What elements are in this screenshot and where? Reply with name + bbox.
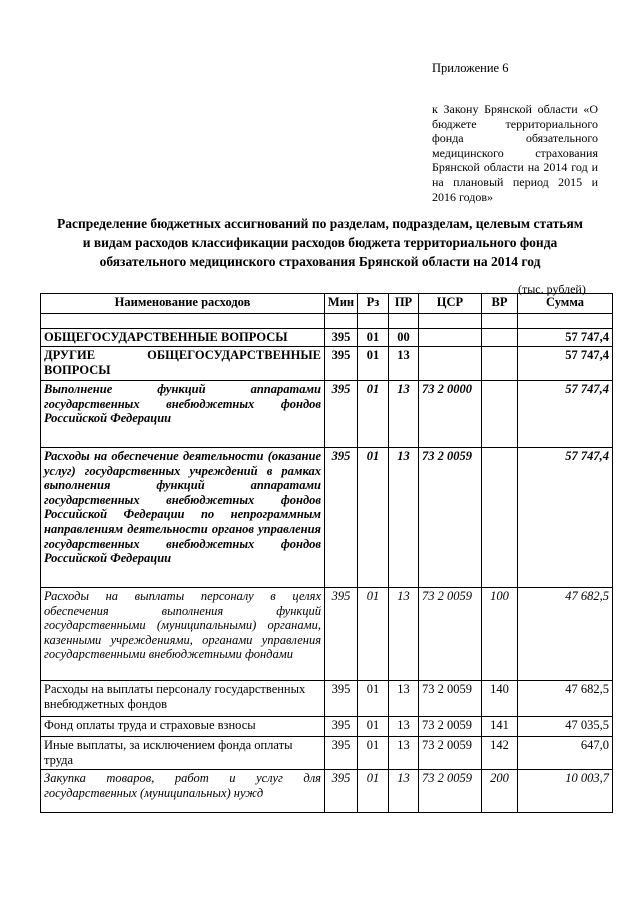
row-sum: 57 747,4: [518, 347, 613, 381]
row-sum: 10 003,7: [518, 770, 613, 813]
budget-table: [40, 293, 613, 813]
row-rz: 01: [358, 347, 389, 381]
row-name: ОБЩЕГОСУДАРСТВЕННЫЕ ВОПРОСЫ: [41, 329, 325, 347]
row-pr: 13: [389, 770, 419, 813]
row-csr: 73 2 0059: [419, 717, 482, 737]
header-pr: ПР: [389, 294, 419, 314]
row-pr: 13: [389, 681, 419, 717]
row-sum: 57 747,4: [518, 448, 613, 588]
row-pr: 00: [389, 329, 419, 347]
document-title: [40, 214, 600, 271]
row-rz: 01: [358, 448, 389, 588]
row-name: Фонд оплаты труда и страховые взносы: [41, 717, 325, 737]
table-row: [41, 681, 613, 717]
row-vr: 142: [482, 737, 518, 770]
header-name: Наименование расходов: [41, 294, 325, 314]
row-min: 395: [325, 681, 358, 717]
row-rz: 01: [358, 381, 389, 448]
row-csr: 73 2 0000: [419, 381, 482, 448]
row-vr: [482, 381, 518, 448]
table-row: [41, 448, 613, 588]
units-label: (тыс. рублей): [518, 282, 586, 296]
row-min: 395: [325, 717, 358, 737]
row-csr: 73 2 0059: [419, 681, 482, 717]
table-spacer-row: [41, 314, 613, 329]
table-row: [41, 770, 613, 813]
row-sum: 57 747,4: [518, 329, 613, 347]
row-min: 395: [325, 448, 358, 588]
row-min: 395: [325, 329, 358, 347]
table-row: [41, 588, 613, 681]
row-sum: 57 747,4: [518, 381, 613, 448]
row-rz: 01: [358, 681, 389, 717]
row-vr: 100: [482, 588, 518, 681]
header-min: Мин: [325, 294, 358, 314]
row-csr: 73 2 0059: [419, 588, 482, 681]
table-row: [41, 717, 613, 737]
row-rz: 01: [358, 329, 389, 347]
row-name: Расходы на выплаты персоналу в целях обеспечения выполнения функций государственными (муниципальными) органами, казенными учреждениями, органами управления государственными внебюджетными фондами: [41, 588, 325, 681]
row-sum: 647,0: [518, 737, 613, 770]
row-vr: 140: [482, 681, 518, 717]
row-sum: 47 682,5: [518, 588, 613, 681]
row-rz: 01: [358, 770, 389, 813]
row-vr: 200: [482, 770, 518, 813]
row-name: ДРУГИЕ ОБЩЕГОСУДАРСТВЕННЫЕ ВОПРОСЫ: [41, 347, 325, 381]
row-min: 395: [325, 737, 358, 770]
row-min: 395: [325, 381, 358, 448]
row-name: Выполнение функций аппаратами государственных внебюджетных фондов Российской Федерации: [41, 381, 325, 448]
row-vr: [482, 329, 518, 347]
row-rz: 01: [358, 717, 389, 737]
table-row: [41, 347, 613, 381]
row-pr: 13: [389, 588, 419, 681]
header-rz: Рз: [358, 294, 389, 314]
table-header-row: [41, 294, 613, 314]
row-rz: 01: [358, 737, 389, 770]
row-name: Иные выплаты, за исключением фонда оплаты труда: [41, 737, 325, 770]
row-pr: 13: [389, 347, 419, 381]
header-vr: ВР: [482, 294, 518, 314]
row-rz: 01: [358, 588, 389, 681]
header-csr: ЦСР: [419, 294, 482, 314]
row-sum: 47 682,5: [518, 681, 613, 717]
title-line-1: Распределение бюджетных ассигнований по разделам, подразделам, целевым статьям: [57, 216, 583, 231]
row-pr: 13: [389, 717, 419, 737]
law-reference: к Закону Брянской области «О бюджете территориального фонда обязательного медицинского страхования Брянской области на 2014 год и на плановый период 2015 и 2016 годов»: [432, 102, 598, 204]
row-name: Расходы на выплаты персоналу государственных внебюджетных фондов: [41, 681, 325, 717]
row-sum: 47 035,5: [518, 717, 613, 737]
row-vr: 141: [482, 717, 518, 737]
row-vr: [482, 448, 518, 588]
row-name: Закупка товаров, работ и услуг для государственных (муниципальных) нужд: [41, 770, 325, 813]
row-csr: 73 2 0059: [419, 737, 482, 770]
title-line-3: обязательного медицинского страхования Брянской области на 2014 год: [99, 254, 541, 269]
header-sum: Сумма: [518, 294, 613, 314]
row-pr: 13: [389, 381, 419, 448]
row-csr: 73 2 0059: [419, 770, 482, 813]
annex-label: Приложение 6: [432, 61, 509, 75]
row-min: 395: [325, 588, 358, 681]
row-csr: [419, 347, 482, 381]
table-row: [41, 329, 613, 347]
row-vr: [482, 347, 518, 381]
row-csr: 73 2 0059: [419, 448, 482, 588]
title-line-2: и видам расходов классификации расходов бюджета территориального фонда: [82, 235, 558, 250]
row-name: Расходы на обеспечение деятельности (оказание услуг) государственных учреждений в рамках выполнения функций аппаратами государственных внебюджетных фондов Российской Федерации по непрограммным направлениям деятельности органов управления государственных внебюджетных фондов Российской Федерации: [41, 448, 325, 588]
row-pr: 13: [389, 448, 419, 588]
table-row: [41, 381, 613, 448]
table-row: [41, 737, 613, 770]
row-csr: [419, 329, 482, 347]
row-min: 395: [325, 770, 358, 813]
row-pr: 13: [389, 737, 419, 770]
row-min: 395: [325, 347, 358, 381]
